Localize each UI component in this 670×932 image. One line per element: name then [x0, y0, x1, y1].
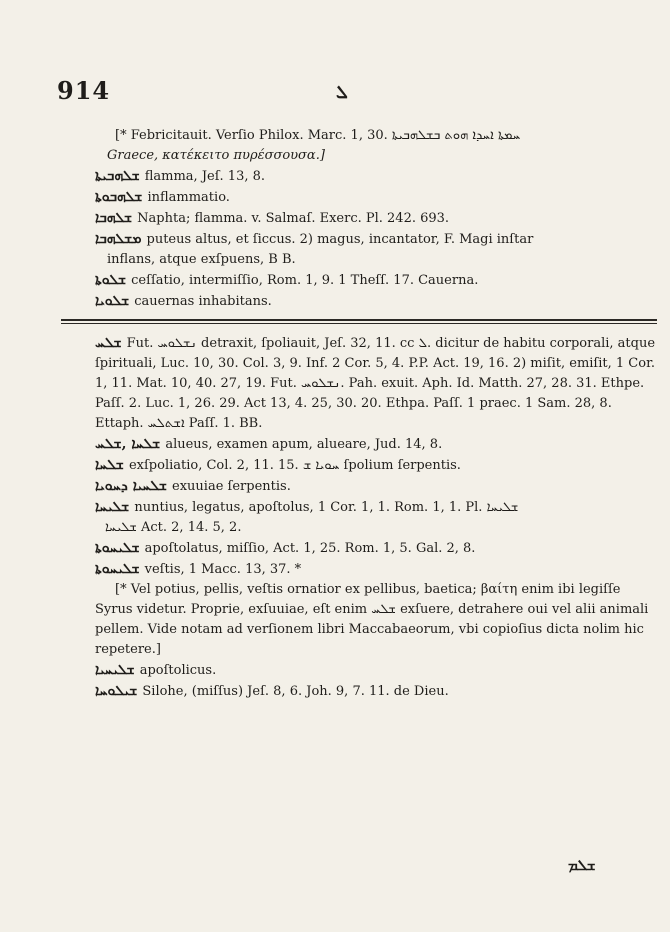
entry-alueus: ܫܠܚܐ ,ܫܠܚ alueus, examen apum, alueare, Jud. 14, 8. — [95, 436, 443, 452]
entry-naphta: ܫܠܗܒܐ Naphta; flamma. v. Salmaſ. Exerc. Pl. 242. 693. — [95, 210, 450, 226]
note-greek: Graece, κατέκειτο πυρέσσουσα.] — [107, 148, 325, 163]
syriac-headword: ܡܫܠܗܒܐ — [95, 231, 142, 247]
entry-apostolatus: ܫܠܝܚܘܬܐ apoſtolatus, miſſio, Act. 1, 25. Rom. 1, 5. Gal. 2, 8. — [95, 540, 476, 556]
entry-puteus: ܡܫܠܗܒܐ puteus altus, et ſiccus. 2) magus, incantator, F. Magi inſtar — [95, 231, 534, 247]
syriac-headword: ܫܠܚܐ ,ܫܠܚ — [95, 436, 161, 452]
entry-apostolicus: ܫܠܝܚܝܐ apoſtolicus. — [95, 662, 217, 678]
syriac-headword: ܫܠܗܒܝܬܐ — [95, 168, 140, 184]
entry-cauernas: ܫܠܘܝܐ cauernas inhabitans. — [95, 293, 272, 309]
syriac-headword: ܫܠܝܚܘܬܐ — [95, 561, 140, 577]
entry-exspoliatio: ܫܠܚܐ exſpoliatio, Col. 2, 11. 15. ܚܘܝܐ ܫ ſpolium ſerpentis. — [95, 457, 461, 473]
syriac-headword: ܫܠܚܝܐ ܕܚܘܝܐ — [95, 478, 168, 494]
entry-silohe: ܫܝܠܘܚܐ Silohe, (miſſus) Jeſ. 8, 6. Joh. 9, 7. 11. de Dieu. — [95, 683, 449, 699]
syriac-headword: ܫܠܗܒܐ — [95, 210, 133, 226]
note-febricitauit: [* Febricitauit. Verſio Philox. Marc. 1, 30. ܚܡܬܐ ܐܚܕܐ ܗܘܬ ܒܫܠܗܒܝܬܐ — [115, 128, 521, 143]
syriac-headword: ܫܠܝܚܘܬܐ — [95, 540, 140, 556]
syriac-headword: ܫܠܘܝܐ — [95, 293, 130, 309]
catchword: ܫܠܡ — [568, 856, 596, 874]
entry-vestis: ܫܠܝܚܘܬܐ veſtis, 1 Macc. 13, 37. * — [95, 561, 302, 577]
section-rule — [61, 319, 657, 324]
entry-inflammatio: ܫܠܗܒܘܬܐ inflammatio. — [95, 189, 230, 205]
syriac-headword: ܫܠܗܒܘܬܐ — [95, 189, 143, 205]
entry-nuntius: ܫܠܝܚܐ nuntius, legatus, apoſtolus, 1 Cor. 1, 1. Rom. 1, 1. Pl. ܫܠܝܚܐ — [95, 499, 519, 515]
syriac-headword: ܫܠܘܬܐ — [95, 272, 127, 288]
note-pellis: [* Vel potius, pellis, veſtis ornatior ex pellibus, baetica; βαίτη enim ibi legiſſe Syrus videtur. Proprie, exſuuiae, eſt enim ܫܠܚ exſuere, detrahere oui vel alii animali pellem. Vide notam ad verſionem libri Maccabaeorum, vbi copioſius dicta nolim hic repetere.] — [95, 582, 649, 657]
syriac-headword: ܫܠܚܐ — [95, 457, 124, 473]
running-head: ܠ — [336, 82, 348, 103]
entry-cessatio: ܫܠܘܬܐ ceſſatio, intermiſſio, Rom. 1, 9. 1 Theſſ. 17. Cauerna. — [95, 272, 479, 288]
entry-flamma: ܫܠܗܒܝܬܐ flamma, Jeſ. 13, 8. — [95, 168, 266, 184]
syriac-headword: ܫܠܝܚܐ — [95, 499, 130, 515]
syriac-headword: ܫܠܚ — [95, 335, 122, 351]
entry-detraxit: ܫܠܚ Fut. ܢܫܠܘܚ detraxit, ſpoliauit, Jeſ. 32, 11. cc ܠ. dicitur de habitu corporali, atque ſpirituali, Luc. 10, 30. Col. 3, 9. Inf. 2 Cor. 5, 4. P.P. Act. 19, 16. 2) miſit, emiſit, 1 Cor. 1, 11. Mat. 10, 40. 27, 19. Fut. ܢܫܠܘܚ. Pah. exuit. Aph. Id. Matth. 27, 28. 31. Ethpe. Paſſ. 2. Luc. 1, 26. 29. Act 13, 4. 25, 30. 20. Ethpa. Paſſ. 1 praec. 1 Sam. 28, 8. Ettaph. ܐܫܬܠܚ Paſſ. 1. BB. — [95, 335, 655, 431]
entry-exuuiae: ܫܠܚܝܐ ܕܚܘܝܐ exuuiae ſerpentis. — [95, 478, 291, 494]
entry-puteus-cont: inflans, atque exſpuens, B B. — [107, 252, 296, 267]
page-number: 914 — [57, 76, 111, 105]
entry-nuntius-cont: ܫܠܝܚܐ Act. 2, 14. 5, 2. — [105, 520, 242, 535]
syriac-headword: ܫܠܝܚܝܐ — [95, 662, 135, 678]
dictionary-body — [95, 126, 655, 702]
syriac-headword: ܫܝܠܘܚܐ — [95, 683, 138, 699]
